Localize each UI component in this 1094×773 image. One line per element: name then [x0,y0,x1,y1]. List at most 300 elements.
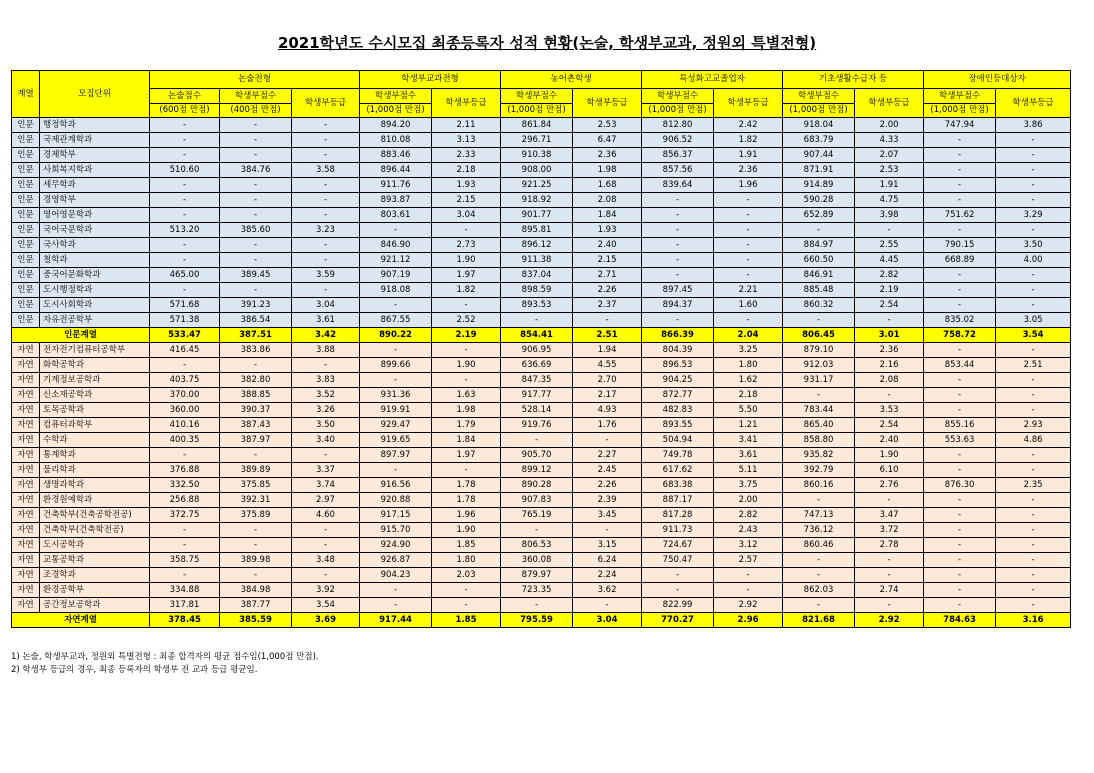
value-cell: - [924,538,996,553]
value-cell: 2.92 [855,613,924,628]
value-cell: 3.61 [292,313,360,328]
value-cell: 2.54 [855,298,924,313]
value-cell: 770.27 [642,613,714,628]
value-cell: - [924,268,996,283]
value-cell: 383.86 [220,343,292,358]
value-cell: 2.26 [573,478,642,493]
value-cell: 803.61 [360,208,432,223]
value-cell: - [924,133,996,148]
value-cell: 751.62 [924,208,996,223]
value-cell: 4.86 [996,433,1071,448]
value-cell: - [783,493,855,508]
value-cell: 926.87 [360,553,432,568]
value-cell: - [220,193,292,208]
value-cell: 3.53 [855,403,924,418]
value-cell: 2.76 [855,478,924,493]
category-cell: 인문 [12,313,40,328]
summary-label: 인문계열 [12,328,150,343]
value-cell: - [642,193,714,208]
value-cell: 3.23 [292,223,360,238]
value-cell: 879.10 [783,343,855,358]
value-cell: 3.58 [292,163,360,178]
header-record-score: 학생부점수 [501,89,573,104]
value-cell: 2.19 [432,328,501,343]
value-cell: 360.00 [150,403,220,418]
header-record-score: 학생부점수 [220,89,292,104]
value-cell: 917.77 [501,388,573,403]
value-cell: - [150,133,220,148]
value-cell: - [996,133,1071,148]
value-cell: 5.11 [714,463,783,478]
table-row [12,298,1071,313]
value-cell: - [220,538,292,553]
category-cell: 인문 [12,208,40,223]
value-cell: 784.63 [924,613,996,628]
value-cell: 907.19 [360,268,432,283]
value-cell: 896.53 [642,358,714,373]
value-cell: - [996,448,1071,463]
category-cell: 자연 [12,568,40,583]
value-cell: 907.83 [501,493,573,508]
value-cell: 390.37 [220,403,292,418]
unit-cell: 기계정보공학과 [40,373,150,388]
value-cell: - [996,298,1071,313]
table-row [12,343,1071,358]
value-cell: 296.71 [501,133,573,148]
value-cell: - [855,568,924,583]
value-cell: 1.82 [714,133,783,148]
value-cell: 898.59 [501,283,573,298]
value-cell: 855.16 [924,418,996,433]
value-cell: 935.82 [783,448,855,463]
value-cell: 890.28 [501,478,573,493]
value-cell: - [714,568,783,583]
value-cell: - [855,388,924,403]
category-cell: 인문 [12,118,40,133]
value-cell: 918.08 [360,283,432,298]
value-cell: 806.53 [501,538,573,553]
table-row [12,358,1071,373]
value-cell: 2.51 [573,328,642,343]
value-cell: 3.04 [292,298,360,313]
value-cell: 2.16 [855,358,924,373]
value-cell: 2.93 [996,418,1071,433]
value-cell: - [996,523,1071,538]
summary-row [12,328,1071,343]
value-cell: 3.54 [292,598,360,613]
value-cell: - [855,598,924,613]
value-cell: 4.93 [573,403,642,418]
table-row [12,118,1071,133]
value-cell: - [714,253,783,268]
value-cell: - [150,148,220,163]
value-cell: 6.24 [573,553,642,568]
value-cell: 1.78 [432,493,501,508]
value-cell: - [220,148,292,163]
unit-cell: 교통공학과 [40,553,150,568]
value-cell: 2.36 [855,343,924,358]
unit-cell: 도시행정학과 [40,283,150,298]
unit-cell: 행정학과 [40,118,150,133]
table-row [12,478,1071,493]
value-cell: - [924,568,996,583]
value-cell: - [642,268,714,283]
value-cell: - [360,298,432,313]
table-row [12,568,1071,583]
value-cell: 835.02 [924,313,996,328]
value-cell: 2.08 [573,193,642,208]
value-cell: - [292,208,360,223]
unit-cell: 수학과 [40,433,150,448]
header-record-grade: 학생부등급 [432,89,501,118]
value-cell: 2.15 [573,253,642,268]
value-cell: 847.35 [501,373,573,388]
table-row [12,448,1071,463]
value-cell: 896.44 [360,163,432,178]
value-cell: 876.30 [924,478,996,493]
unit-cell: 중국어문화학과 [40,268,150,283]
value-cell: - [924,403,996,418]
value-cell: - [714,238,783,253]
value-cell: - [292,568,360,583]
value-cell: 571.38 [150,313,220,328]
value-cell: 821.68 [783,613,855,628]
header-max-note: (600점 만점) [150,104,220,118]
value-cell: - [150,208,220,223]
header-record-score: 학생부점수 [360,89,432,104]
header-essay-score: 논술점수 [150,89,220,104]
value-cell: 750.47 [642,553,714,568]
value-cell: 2.70 [573,373,642,388]
value-cell: 2.08 [855,373,924,388]
unit-cell: 물리학과 [40,463,150,478]
value-cell: 893.53 [501,298,573,313]
value-cell: 924.90 [360,538,432,553]
value-cell: 867.55 [360,313,432,328]
value-cell: - [292,253,360,268]
value-cell: 911.73 [642,523,714,538]
footnotes [11,651,319,677]
value-cell: 1.93 [432,178,501,193]
value-cell: - [573,433,642,448]
value-cell: - [432,583,501,598]
value-cell: 1.80 [714,358,783,373]
value-cell: - [996,148,1071,163]
value-cell: 911.38 [501,253,573,268]
value-cell: - [292,148,360,163]
table-row [12,403,1071,418]
header-record-grade: 학생부등급 [714,89,783,118]
value-cell: - [783,568,855,583]
value-cell: 904.23 [360,568,432,583]
value-cell: 2.37 [573,298,642,313]
value-cell: 885.48 [783,283,855,298]
header-group-disabled: 장애인등대상자 [924,71,1071,89]
value-cell: 3.05 [996,313,1071,328]
value-cell: - [714,268,783,283]
value-cell: 906.95 [501,343,573,358]
page-title: 2021학년도 수시모집 최종등록자 성적 현황(논술, 학생부교과, 정원외 특별전형) [277,34,817,52]
value-cell: 2.27 [573,448,642,463]
value-cell: 1.94 [573,343,642,358]
value-cell: 3.42 [292,328,360,343]
value-cell: 3.15 [573,538,642,553]
value-cell: 3.83 [292,373,360,388]
table-row [12,463,1071,478]
value-cell: - [292,118,360,133]
value-cell: - [292,523,360,538]
value-cell: - [924,283,996,298]
header-max-note: (1,000점 만점) [360,104,432,118]
category-cell: 인문 [12,283,40,298]
value-cell: - [924,463,996,478]
value-cell: - [220,208,292,223]
value-cell: 387.97 [220,433,292,448]
table-row [12,208,1071,223]
value-cell: 2.36 [573,148,642,163]
value-cell: - [924,508,996,523]
value-cell: 860.46 [783,538,855,553]
value-cell: - [924,553,996,568]
value-cell: 2.33 [432,148,501,163]
table-row [12,418,1071,433]
value-cell: 683.38 [642,478,714,493]
value-cell: 504.94 [642,433,714,448]
table-row [12,253,1071,268]
value-cell: 256.88 [150,493,220,508]
value-cell: - [996,583,1071,598]
value-cell: 919.76 [501,418,573,433]
value-cell: 403.75 [150,373,220,388]
value-cell: 2.53 [855,163,924,178]
value-cell: 3.01 [855,328,924,343]
value-cell: 636.69 [501,358,573,373]
value-cell: 513.20 [150,223,220,238]
value-cell: 1.91 [714,148,783,163]
value-cell: 358.75 [150,553,220,568]
value-cell: 2.55 [855,238,924,253]
value-cell: - [220,238,292,253]
value-cell: 901.77 [501,208,573,223]
unit-cell: 화학공학과 [40,358,150,373]
value-cell: 3.04 [573,613,642,628]
value-cell: 2.26 [573,283,642,298]
value-cell: 652.89 [783,208,855,223]
value-cell: - [996,538,1071,553]
value-cell: - [642,253,714,268]
category-cell: 인문 [12,163,40,178]
value-cell: 915.70 [360,523,432,538]
unit-cell: 철학과 [40,253,150,268]
value-cell: 1.93 [573,223,642,238]
unit-cell: 환경원예학과 [40,493,150,508]
value-cell: 2.21 [714,283,783,298]
value-cell: - [432,343,501,358]
value-cell: 749.78 [642,448,714,463]
value-cell: 3.92 [292,583,360,598]
value-cell: - [150,238,220,253]
value-cell: 1.76 [573,418,642,433]
value-cell: 2.39 [573,493,642,508]
category-cell: 인문 [12,133,40,148]
value-cell: 400.35 [150,433,220,448]
value-cell: 2.40 [855,433,924,448]
value-cell: 392.31 [220,493,292,508]
value-cell: 919.91 [360,403,432,418]
value-cell: - [432,298,501,313]
summary-row [12,613,1071,628]
value-cell: - [996,568,1071,583]
value-cell: 4.60 [292,508,360,523]
value-cell: 553.63 [924,433,996,448]
value-cell: 1.96 [432,508,501,523]
value-cell: 2.24 [573,568,642,583]
value-cell: - [924,388,996,403]
value-cell: 2.19 [855,283,924,298]
value-cell: - [360,373,432,388]
value-cell: 387.51 [220,328,292,343]
value-cell: - [360,583,432,598]
value-cell: 846.90 [360,238,432,253]
unit-cell: 환경공학부 [40,583,150,598]
value-cell: 683.79 [783,133,855,148]
value-cell: 860.16 [783,478,855,493]
value-cell: - [573,598,642,613]
value-cell: 899.66 [360,358,432,373]
table-row [12,133,1071,148]
value-cell: 896.12 [501,238,573,253]
unit-cell: 영어영문학과 [40,208,150,223]
value-cell: 391.23 [220,298,292,313]
value-cell: - [714,223,783,238]
value-cell: 375.85 [220,478,292,493]
header-max-note: (1,000점 만점) [783,104,855,118]
value-cell: - [150,448,220,463]
value-cell: 897.45 [642,283,714,298]
unit-cell: 자유전공학부 [40,313,150,328]
value-cell: 1.63 [432,388,501,403]
value-cell: - [996,223,1071,238]
value-cell: - [855,553,924,568]
value-cell: - [924,598,996,613]
header-group-vocational: 특성화고교졸업자 [642,71,783,89]
value-cell: 3.37 [292,463,360,478]
category-cell: 자연 [12,598,40,613]
table-row [12,493,1071,508]
value-cell: 1.96 [714,178,783,193]
value-cell: 4.45 [855,253,924,268]
value-cell: - [642,223,714,238]
value-cell: 865.40 [783,418,855,433]
value-cell: - [924,493,996,508]
table-row [12,538,1071,553]
value-cell: 2.82 [714,508,783,523]
value-cell: 6.47 [573,133,642,148]
value-cell: 857.56 [642,163,714,178]
value-cell: 3.54 [996,328,1071,343]
value-cell: 382.80 [220,373,292,388]
value-cell: 918.04 [783,118,855,133]
value-cell: - [714,208,783,223]
category-cell: 인문 [12,268,40,283]
header-max-note: (1,000점 만점) [642,104,714,118]
table-row [12,178,1071,193]
value-cell: 906.52 [642,133,714,148]
header-unit: 모집단위 [40,71,150,118]
value-cell: - [220,253,292,268]
value-cell: 1.85 [432,613,501,628]
value-cell: 1.90 [432,358,501,373]
value-cell: 2.00 [855,118,924,133]
value-cell: 384.98 [220,583,292,598]
value-cell: 2.74 [855,583,924,598]
unit-cell: 국사학과 [40,238,150,253]
value-cell: 1.68 [573,178,642,193]
category-cell: 자연 [12,508,40,523]
value-cell: 3.86 [996,118,1071,133]
unit-cell: 사회복지학과 [40,163,150,178]
value-cell: 893.87 [360,193,432,208]
value-cell: 929.47 [360,418,432,433]
table-row [12,553,1071,568]
value-cell: 334.88 [150,583,220,598]
value-cell: - [855,493,924,508]
value-cell: 822.99 [642,598,714,613]
unit-cell: 전자전기컴퓨터공학부 [40,343,150,358]
value-cell: 2.53 [573,118,642,133]
value-cell: 465.00 [150,268,220,283]
category-cell: 인문 [12,148,40,163]
value-cell: 804.39 [642,343,714,358]
value-cell: 482.83 [642,403,714,418]
category-cell: 인문 [12,238,40,253]
unit-cell: 건축학부(건축공학전공) [40,508,150,523]
table-row [12,283,1071,298]
value-cell: 894.37 [642,298,714,313]
value-cell: 2.36 [714,163,783,178]
value-cell: - [642,568,714,583]
unit-cell: 경영학부 [40,193,150,208]
value-cell: 389.89 [220,463,292,478]
table-row [12,268,1071,283]
value-cell: 918.92 [501,193,573,208]
value-cell: - [360,223,432,238]
value-cell: 856.37 [642,148,714,163]
value-cell: 931.17 [783,373,855,388]
value-cell: 846.91 [783,268,855,283]
value-cell: - [996,178,1071,193]
value-cell: 2.43 [714,523,783,538]
category-cell: 자연 [12,343,40,358]
value-cell: 3.52 [292,388,360,403]
value-cell: - [432,223,501,238]
value-cell: 385.59 [220,613,292,628]
table-row [12,193,1071,208]
table-row [12,223,1071,238]
category-cell: 자연 [12,358,40,373]
value-cell: - [432,373,501,388]
results-table [11,70,1071,628]
value-cell: 2.54 [855,418,924,433]
value-cell: - [150,253,220,268]
value-cell: 879.97 [501,568,573,583]
value-cell: 3.04 [432,208,501,223]
value-cell: - [150,283,220,298]
value-cell: 3.59 [292,268,360,283]
value-cell: 812.80 [642,118,714,133]
header-max-note: (400점 만점) [220,104,292,118]
value-cell: - [360,598,432,613]
